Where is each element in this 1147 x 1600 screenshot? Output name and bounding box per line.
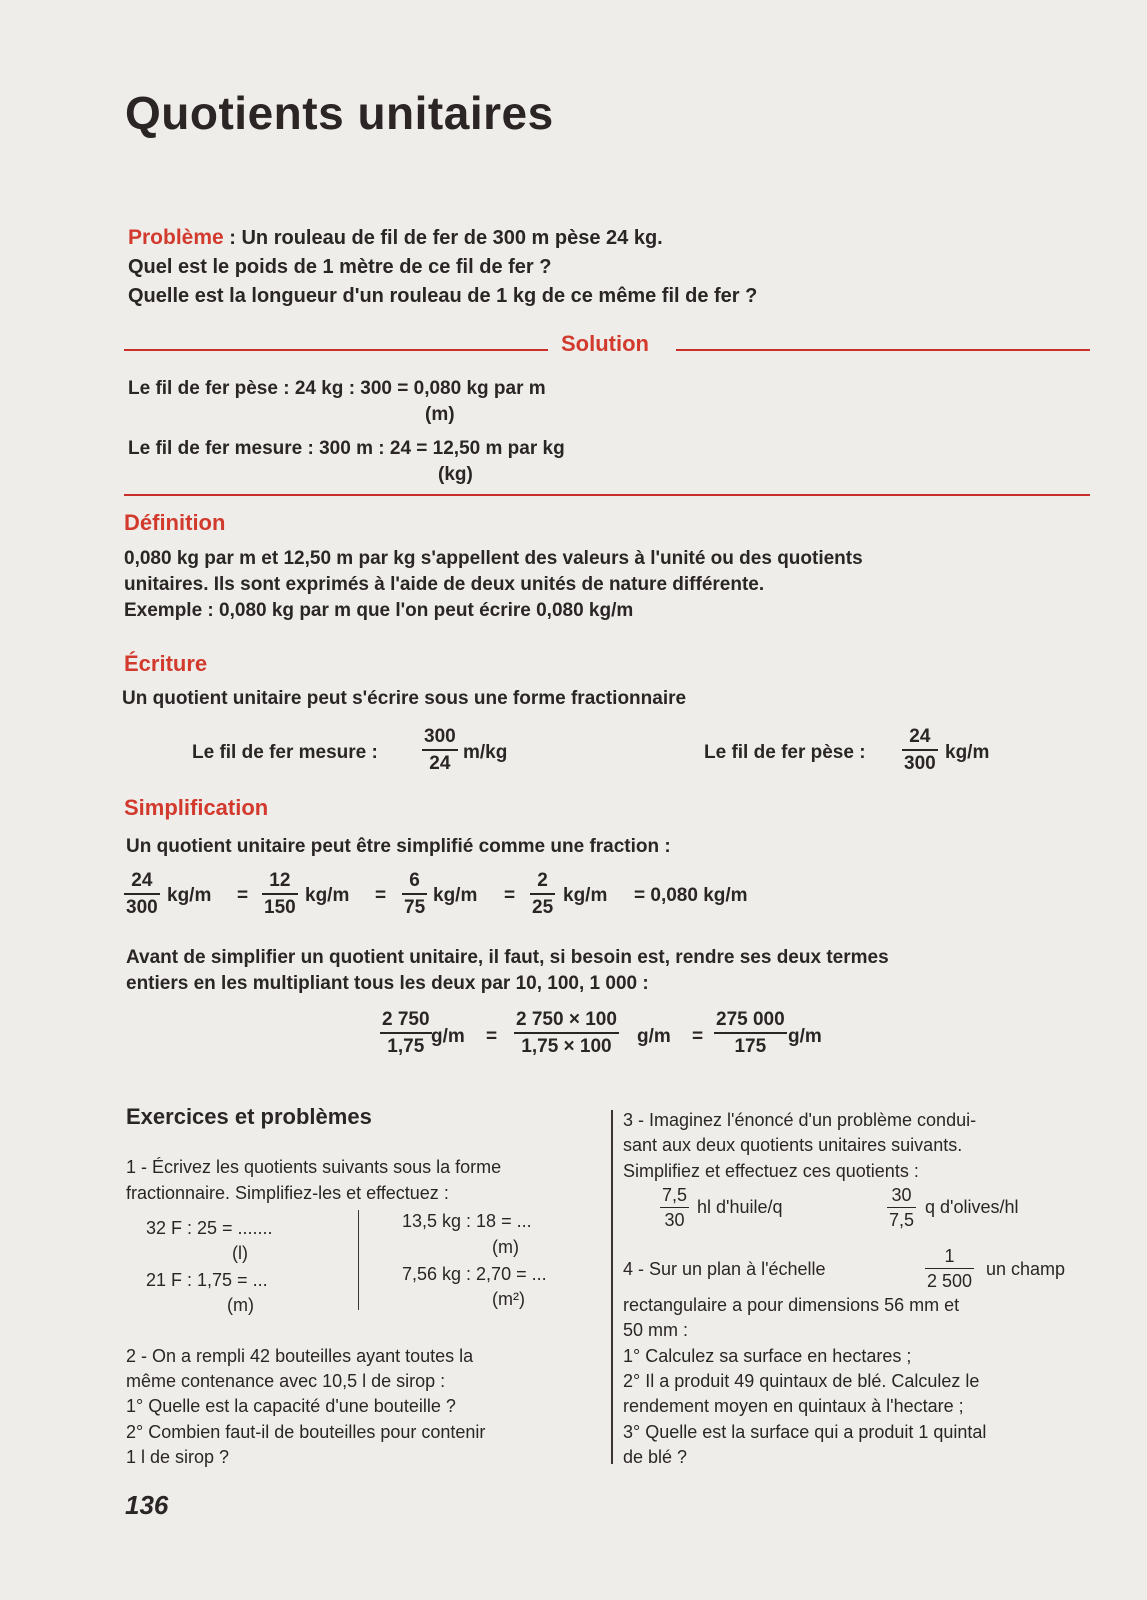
- simp-eq-2: =: [375, 885, 387, 906]
- solution-label: Solution: [561, 331, 649, 356]
- solution-unit1: (m): [425, 404, 455, 425]
- simp-f2-num: 12: [269, 870, 291, 891]
- simp-g1-num: 2 750: [382, 1009, 430, 1030]
- simp-f1-den: 300: [124, 893, 160, 917]
- definition-line1: 0,080 kg par m et 12,50 m par kg s'appellent des valeurs à l'unité ou des quotients: [124, 548, 863, 569]
- e2-line4: 2° Combien faut-il de bouteilles pour contenir: [126, 1422, 486, 1442]
- simp-f4-den: 25: [530, 893, 555, 917]
- simplification-label: Simplification: [124, 795, 269, 820]
- simp-f4-num: 2: [537, 870, 548, 891]
- e1-c-unit: (m): [492, 1237, 519, 1257]
- e4-line4: 1° Calculez sa surface en hectares ;: [623, 1346, 912, 1366]
- ecriture-left-unit: m/kg: [463, 742, 508, 763]
- ecriture-left-label: Le fil de fer mesure :: [192, 742, 378, 763]
- simp-unit-3: kg/m: [433, 885, 478, 906]
- ecriture-intro: Un quotient unitaire peut s'écrire sous une forme fractionnaire: [122, 688, 687, 709]
- e3-line1: 3 - Imaginez l'énoncé d'un problème condui-: [623, 1110, 977, 1130]
- simp-fraction-4: [530, 871, 555, 917]
- simp-g-eq-1: =: [486, 1026, 498, 1047]
- e1-c: 13,5 kg : 18 = ...: [402, 1211, 532, 1231]
- e2-line2: même contenance avec 10,5 l de sirop :: [126, 1371, 446, 1391]
- e4-scale-den: 2 500: [925, 1268, 974, 1290]
- simp-unit-4: kg/m: [563, 885, 608, 906]
- e1-d-unit: (m²): [492, 1289, 525, 1309]
- probleme-line2: Quel est le poids de 1 mètre de ce fil de fer ?: [128, 256, 552, 278]
- ecriture-left-den: 24: [422, 749, 458, 773]
- simp-g-unit-2: g/m: [637, 1026, 671, 1047]
- ecriture-right-num: 24: [909, 726, 931, 747]
- e4-scale-fraction: [925, 1247, 974, 1290]
- simp-g-eq-2: =: [692, 1026, 704, 1047]
- e1-divider: [358, 1210, 359, 1310]
- simp-eq-1: =: [237, 885, 249, 906]
- simp-g-fraction-1: [380, 1010, 432, 1056]
- simp-fraction-1: [124, 871, 160, 917]
- e2-line5: 1 l de sirop ?: [126, 1447, 230, 1467]
- e3-f2-unit: q d'olives/hl: [925, 1197, 1019, 1217]
- e3-f1-unit: hl d'huile/q: [697, 1197, 783, 1217]
- simp-g2-den: 1,75 × 100: [514, 1032, 619, 1056]
- e1-line2: fractionnaire. Simplifiez-les et effectuez :: [126, 1183, 449, 1203]
- definition-label: Définition: [124, 510, 226, 535]
- simp-result: = 0,080 kg/m: [634, 885, 748, 906]
- e3-fraction-2: [887, 1186, 916, 1229]
- e4-line3: 50 mm :: [623, 1320, 689, 1340]
- ecriture-right-unit: kg/m: [945, 742, 990, 763]
- ecriture-left-fraction: [422, 727, 458, 773]
- e1-a: 32 F : 25 = .......: [146, 1218, 273, 1238]
- simp-f1-num: 24: [131, 870, 153, 891]
- simp-f3-den: 75: [402, 893, 427, 917]
- ecriture-right-fraction: [902, 727, 938, 773]
- e3-f1-den: 30: [660, 1207, 689, 1229]
- simp-g-fraction-3: [714, 1010, 787, 1056]
- simplification-para1: Avant de simplifier un quotient unitaire, il faut, si besoin est, rendre ses deux termes: [126, 947, 889, 968]
- e4-scale-num: 1: [944, 1246, 955, 1266]
- simp-g1-den: 1,75: [380, 1032, 432, 1056]
- e1-line1: 1 - Écrivez les quotients suivants sous la forme: [126, 1157, 502, 1177]
- exercices-title: Exercices et problèmes: [126, 1104, 372, 1129]
- simplification-intro: Un quotient unitaire peut être simplifié comme une fraction :: [126, 836, 671, 857]
- ecriture-left-num: 300: [424, 726, 456, 747]
- solution-unit2: (kg): [438, 464, 473, 485]
- e3-fraction-1: [660, 1186, 689, 1229]
- e1-b: 21 F : 1,75 = ...: [146, 1270, 268, 1290]
- solution-rule-left: [124, 349, 548, 351]
- probleme-text1: : Un rouleau de fil de fer de 300 m pèse 24 kg.: [229, 227, 663, 249]
- simp-fraction-2: [262, 871, 298, 917]
- page-title: Quotients unitaires: [125, 87, 554, 139]
- simp-g3-num: 275 000: [716, 1009, 785, 1030]
- simp-fraction-3: [402, 871, 427, 917]
- ecriture-right-den: 300: [902, 749, 938, 773]
- e1-d: 7,56 kg : 2,70 = ...: [402, 1264, 547, 1284]
- definition-line2: unitaires. Ils sont exprimés à l'aide de deux unités de nature différente.: [124, 574, 765, 595]
- ecriture-label: Écriture: [124, 651, 208, 676]
- e4-post: un champ: [986, 1259, 1066, 1279]
- simplification-para2: entiers en les multipliant tous les deux par 10, 100, 1 000 :: [126, 973, 649, 994]
- e4-line2: rectangulaire a pour dimensions 56 mm et: [623, 1295, 960, 1315]
- simp-g-unit-1: g/m: [431, 1026, 465, 1047]
- probleme-label: Problème: [128, 226, 224, 249]
- e3-f2-num: 30: [891, 1185, 912, 1205]
- solution-line2: Le fil de fer mesure : 300 m : 24 = 12,50 m par kg: [128, 438, 565, 459]
- probleme-line3: Quelle est la longueur d'un rouleau de 1 kg de ce même fil de fer ?: [128, 285, 758, 307]
- e1-a-unit: (l): [232, 1243, 248, 1263]
- simp-g-fraction-2: [514, 1010, 619, 1056]
- simp-f3-num: 6: [409, 870, 420, 891]
- definition-line3: Exemple : 0,080 kg par m que l'on peut écrire 0,080 kg/m: [124, 600, 634, 621]
- simp-eq-3: =: [504, 885, 516, 906]
- column-divider: [611, 1110, 613, 1464]
- solution-line1: Le fil de fer pèse : 24 kg : 300 = 0,080 kg par m: [128, 378, 546, 399]
- ecriture-right-label: Le fil de fer pèse :: [704, 742, 866, 763]
- page-number: 136: [125, 1490, 169, 1520]
- e3-f1-num: 7,5: [662, 1185, 688, 1205]
- simp-f2-den: 150: [262, 893, 298, 917]
- e3-line3: Simplifiez et effectuez ces quotients :: [623, 1161, 919, 1181]
- simp-g-unit-3: g/m: [788, 1026, 822, 1047]
- simp-g3-den: 175: [714, 1032, 787, 1056]
- solution-rule-right: [676, 349, 1090, 351]
- e1-b-unit: (m): [227, 1295, 254, 1315]
- e3-f2-den: 7,5: [887, 1207, 916, 1229]
- solution-rule-bottom: [124, 494, 1090, 496]
- e4-pre: 4 - Sur un plan à l'échelle: [623, 1259, 826, 1279]
- simp-unit-1: kg/m: [167, 885, 212, 906]
- e3-line2: sant aux deux quotients unitaires suivants.: [623, 1135, 963, 1155]
- e4-line7: 3° Quelle est la surface qui a produit 1 quintal: [623, 1422, 987, 1442]
- e4-line5: 2° Il a produit 49 quintaux de blé. Calculez le: [623, 1371, 980, 1391]
- e4-line8: de blé ?: [623, 1447, 688, 1467]
- e2-line1: 2 - On a rempli 42 bouteilles ayant toutes la: [126, 1346, 474, 1366]
- simp-g2-num: 2 750 × 100: [516, 1009, 617, 1030]
- e2-line3: 1° Quelle est la capacité d'une bouteille ?: [126, 1396, 456, 1416]
- probleme-line1: [128, 226, 663, 250]
- e4-line6: rendement moyen en quintaux à l'hectare ;: [623, 1396, 964, 1416]
- simp-unit-2: kg/m: [305, 885, 350, 906]
